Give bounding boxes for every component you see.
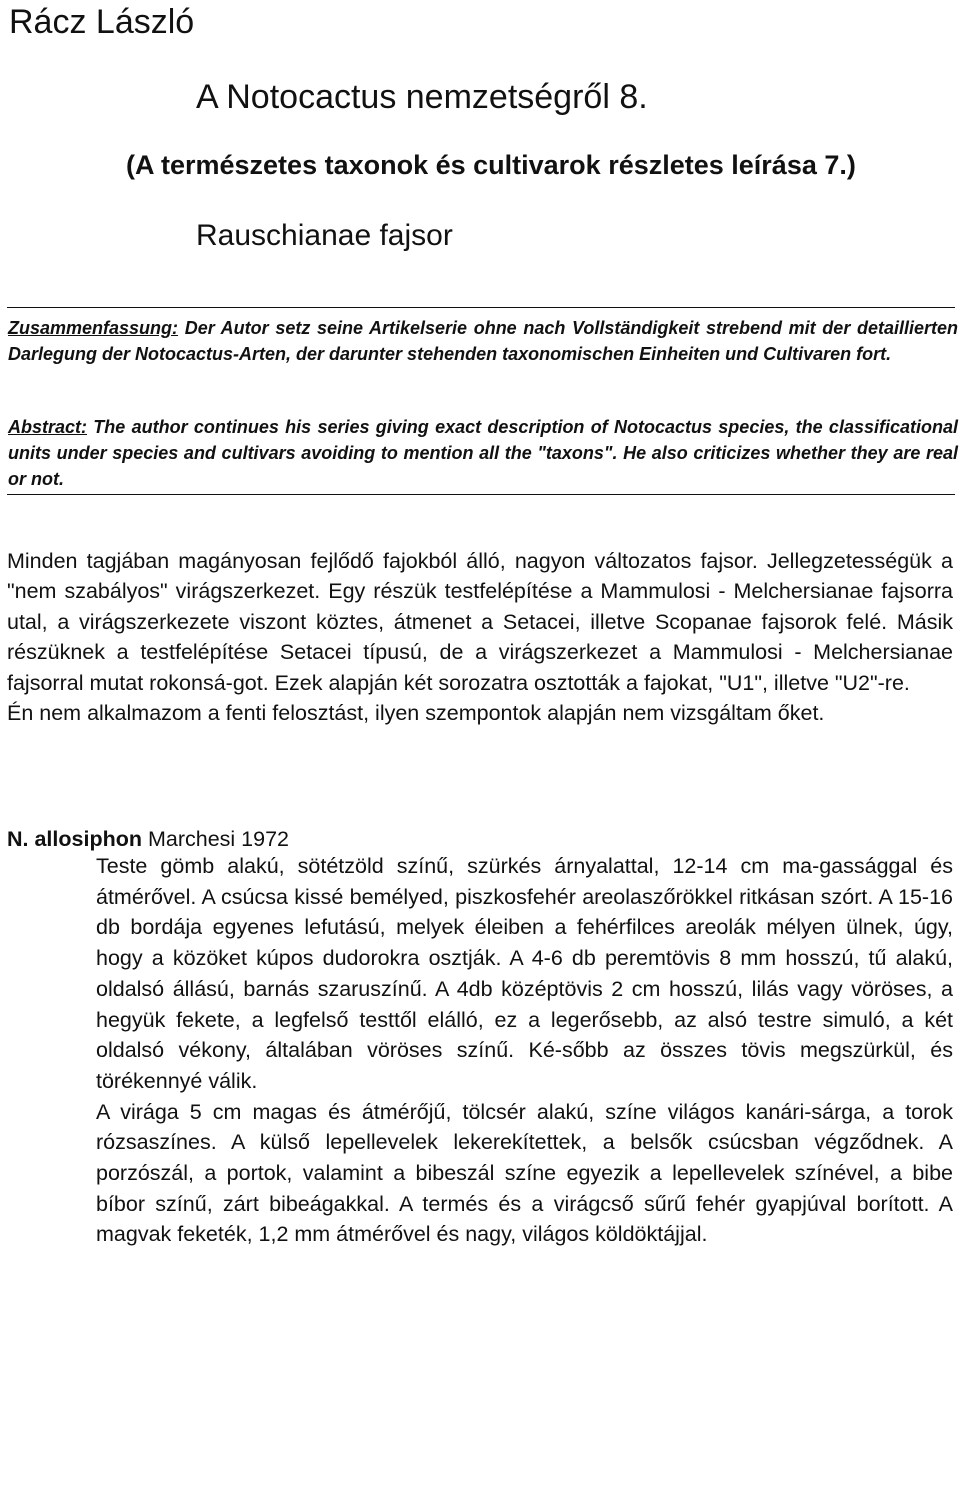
intro-section bbox=[7, 546, 953, 728]
series-heading: Rauschianae fajsor bbox=[196, 219, 453, 252]
summary-bottom-rule bbox=[7, 494, 955, 495]
species-name: N. allosiphon bbox=[7, 827, 142, 851]
species-heading bbox=[7, 824, 289, 854]
german-summary bbox=[8, 315, 958, 367]
intro-paragraph-2: Én nem alkalmazom a fenti felosztást, ilyen szempontok alapján nem vizsgáltam őket. bbox=[7, 701, 825, 726]
intro-paragraph-1: Minden tagjában magányosan fejlődő fajokból álló, nagyon változatos fajsor. Jellegzetességük a "nem szabályos" virágszerkezet. Egy részük testfelépítése a Mammulosi - Melchersianae fajsorra utal, a virágszerkezete viszont köztes, átmenet a Setacei, illetve Scopanae fajsorok felé. Másik részüknek a testfelépítése Setacei típusú, de a virágszerkezet a Mammulosi - Melchersianae fajsorral mutat rokonsá-got. Ezek alapján két sorozatra osztották a fajokat, "U1", illetve "U2"-re. bbox=[7, 549, 953, 695]
english-abstract-text: The author continues his series giving exact description of Notocactus species, the classificational units under species and cultivars avoiding to mention all the "taxons". He also criticizes whether they are real or not. bbox=[8, 417, 958, 489]
species-author-year: Marchesi 1972 bbox=[141, 827, 289, 851]
article-subtitle: (A természetes taxonok és cultivarok részletes leírása 7.) bbox=[126, 150, 856, 180]
summary-top-rule bbox=[7, 307, 955, 308]
german-summary-text: Der Autor setz seine Artikelserie ohne nach Vollständigkeit strebend mit der detaillierten Darlegung der Notocactus-Arten, der darunter stehenden taxonomischen Einheiten und Cultivaren fort. bbox=[8, 318, 958, 364]
article-title: A Notocactus nemzetségről 8. bbox=[196, 78, 648, 116]
author-name: Rácz László bbox=[9, 3, 195, 41]
english-abstract-label: Abstract: bbox=[8, 417, 88, 437]
species-flower-paragraph: A virága 5 cm magas és átmérőjű, tölcsér alakú, színe világos kanári-sárga, a torok rózsaszínes. A külső lepellevelek lekerekítettek, a belsők csúcsban végződnek. A porzószál, a portok, valamint a bibeszál színe egyezik a lepellevelek színével, a bibe bíbor színű, zárt bibeágakkal. A termés és a virágcső sűrű fehér gyapjúval borított. A magvak feketék, 1,2 mm átmérővel és nagy, világos köldöktájjal. bbox=[96, 1099, 953, 1247]
species-body-paragraph: Teste gömb alakú, sötétzöld színű, szürkés árnyalattal, 12-14 cm ma-gassággal és átmérővel. A csúcsa kissé bemélyed, piszkosfehér areolaszőrökkel ritkásan szórt. A 15-16 db bordája egyenes lefutású, melyek éleiben a fehérfilces areolák mélyen ülnek, úgy, hogy a közöket kúpos dudorokra osztják. A 4-6 db peremtövis 8 mm hosszú, tű alakú, oldalsó állású, barnás szaruszínű. A 4db középtövis 2 cm hosszú, lilás vagy vöröses, a hegyük fekete, a legfelső testtől elálló, ez a legerősebb, az alsó testre simuló, a két oldalsó vékony, általában vöröses színű. Ké-sőbb az összes tövis megszürkül, és törékennyé válik. bbox=[96, 854, 953, 1093]
species-description bbox=[96, 851, 953, 1250]
english-abstract bbox=[8, 414, 958, 492]
german-summary-label: Zusammenfassung: bbox=[8, 318, 179, 338]
